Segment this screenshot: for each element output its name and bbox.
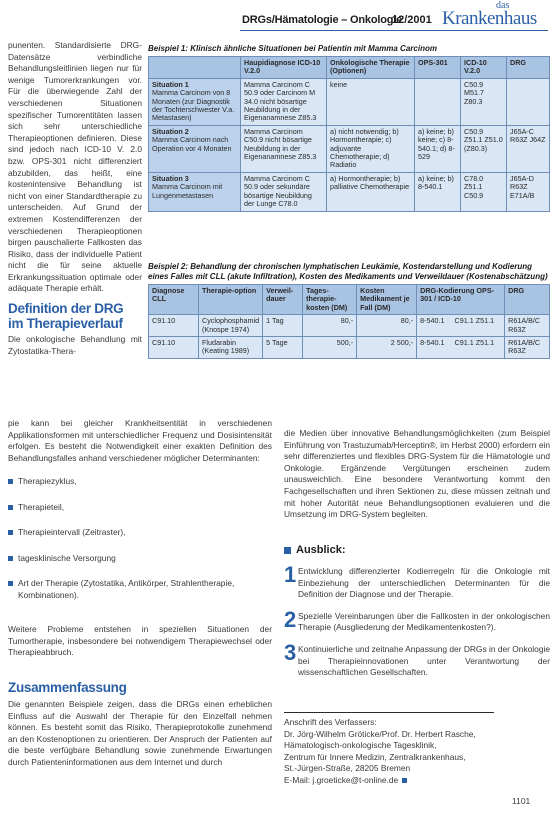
outlook-heading-text: Ausblick: <box>296 544 346 556</box>
table2-header-cell: Kosten Medikament je Fall (DM) <box>357 285 417 315</box>
table1-header-cell: ICD-10 V.2.0 <box>461 57 507 79</box>
outlook-heading <box>284 544 550 556</box>
logo-small: das <box>496 0 510 11</box>
logo-main: Krankenhaus <box>442 8 537 29</box>
table2-cell: R61A/B/C R63Z <box>505 337 550 359</box>
table1-header-cell: Onkologische Therapie (Optionen) <box>327 57 415 79</box>
page-number: 1101 <box>512 796 531 806</box>
situation-label: Situation 3 <box>152 173 189 183</box>
table-row <box>149 337 550 359</box>
running-title: DRGs/Hämatologie – Onkologie <box>242 14 403 26</box>
table1-situation-cell <box>149 78 241 125</box>
table2-cell: Cyclophosphamid (Knospe 1974) <box>199 315 263 337</box>
table1-situation-cell <box>149 125 241 172</box>
address-line: St.-Jürgen-Straße, 28205 Bremen <box>284 763 411 774</box>
table2-coding-cell <box>417 337 505 359</box>
square-bullet-icon <box>284 547 291 554</box>
table2-header-row <box>149 285 550 315</box>
table2-header-cell: Diagnose CLL <box>149 285 199 315</box>
outlook-item-number: 1 <box>284 562 297 587</box>
table1-cell: Mamma Carcinom C 50.9 oder Carcinom M 34.0 nicht bösartige Neubildung in der Eigenanamnese Z85.3 <box>241 78 327 125</box>
outlook-item <box>284 562 550 601</box>
table2-cell: 5 Tage <box>263 337 303 359</box>
outlook-item-text: Kontinuierliche und zeitnahe Anpassung der DRGs in der Onkologie bei Therapieinnovationen unter Verantwortung der wissenschaftlichen Gesellschaften. <box>298 643 550 678</box>
left-column-text: punenten. Standardisierte DRG-Datensätze verbindliche Behandlungsleitlinien liegen nur für wenige Tumorerkrankungen vor. Für die überwiegende Zahl der verschiedenen Situationen spezifischer Tumorentitäten lassen sich sehr unterschiedliche Therapieoptionen definieren. Diese sind jedoch nach ICD-10 V. 2.0 bzw. OPS-301 nicht differenziert abzubilden, das heißt, eine kostenintensive Behandlung ist nicht von einer Standardtherapie zu unterscheiden. Auf Grund der extremen Kostendifferenzen der verschiedenen Therapieoptionen birgen pauschalierte Fallkosten das Risiko, dass der individuelle Patient nicht die für seine aktuelle Erkrankungssituation optimale oder adäquate Therapie erhält. <box>8 40 142 294</box>
table1-header-row <box>149 57 550 79</box>
table2-cell: Fludarabin (Keating 1989) <box>199 337 263 359</box>
icd-code: C91.1 Z51.1 <box>454 338 495 348</box>
table2-cell: R61A/B/C R63Z <box>505 315 550 337</box>
left-column <box>8 40 142 357</box>
list-item <box>8 553 272 565</box>
list-item-text: tagesklinische Versorgung <box>18 552 116 563</box>
table1-cell: a) keine; b) 8-540.1 <box>415 172 461 211</box>
table-row <box>149 315 550 337</box>
table1-cell: Mamma Carcinom C50.9 nicht bösartige Neubildung in der Eigenanamnese Z85.3 <box>241 125 327 172</box>
table1-cell: C50.9 Z51.1 Z51.0 (Z80.3) <box>461 125 507 172</box>
table2-cell: C91.10 <box>149 337 199 359</box>
right-column-text: die Medien über innovative Behandlungsmöglichkeiten (zum Beispiel Einführung von Trastuzumab/Herceptin®, im Herbst 2000) erfordern ein sehr differenziertes und flexibles DRG-System für die Hämatologie und Onkologie. Ergänzende Vergütungen erscheinen zudem unausweichlich. Eine besondere Verantwortung kommt den Fachgesellschaften und ihren Sektionen zu, diese müssen zeitnah und mit hoher Autorität neue Behandlungsoptionen evaluieren und die Umsetzung im DRG-System begleiten. <box>284 428 550 520</box>
section-heading-summary: Zusammenfassung <box>8 680 127 695</box>
author-email-link[interactable]: E-Mail: j.groeticke@t-online.de <box>284 774 399 785</box>
table-row <box>149 125 550 172</box>
table1-cell: C50.9 M51.7 Z80.3 <box>461 78 507 125</box>
bullet-icon <box>8 505 13 510</box>
outlook-item <box>284 639 550 679</box>
journal-logo <box>436 0 552 32</box>
icd-code: C91.1 Z51.1 <box>454 316 495 326</box>
table2-caption: Beispiel 2: Behandlung der chronischen lymphatischen Leukämie, Kostendarstellung und Kodierung eines Falles mit CLL (akute Infiltration), Kosten des Medikaments und Verweildauer (Kostenabschätzung) <box>148 262 548 281</box>
bullet-icon <box>8 581 13 586</box>
determinants-list <box>8 476 272 616</box>
table2-cell: 80,- <box>357 315 417 337</box>
definition-paragraph: pie kann bei gleicher Krankheitsentität in verschiedenen Applikationsformen mit unterschiedlicher Frequenz und Dosisintensität erfolgen. Es besteht die Notwendigkeit einer exakten Definition des Behandlungsfalles anhand verschiedener möglicher Determinanten: <box>8 418 272 463</box>
header-rule <box>240 30 548 31</box>
address-line: Hämatologisch-onkologische Tagesklinik, <box>284 740 437 751</box>
ops-code: 8-540.1 <box>420 316 445 326</box>
table2 <box>148 284 550 359</box>
section-heading-definition <box>8 301 142 331</box>
heading-line-1: Definition der DRG <box>8 301 124 317</box>
table2-cell: 2 500,- <box>357 337 417 359</box>
table1-situation-cell <box>149 172 241 211</box>
page-header <box>0 0 556 34</box>
address-line: Dr. Jörg-Wilhelm Gröticke/Prof. Dr. Herbert Rasche, <box>284 728 476 739</box>
further-problems-paragraph: Weitere Probleme entstehen in speziellen Situationen der Tumortherapie, insbesondere bei notwendigem Therapiewechsel oder Therapieabbruch. <box>8 624 272 658</box>
table1 <box>148 56 550 212</box>
list-item <box>8 502 272 514</box>
table2-header-cell: DRG-Kodierung OPS-301 / ICD-10 <box>417 285 505 315</box>
table2-cell: 1 Tag <box>263 315 303 337</box>
table-row <box>149 172 550 211</box>
table1-header-cell: OPS-301 <box>415 57 461 79</box>
outlook-item-number: 3 <box>284 639 297 665</box>
table1-caption: Beispiel 1: Klinisch ähnliche Situationen bei Patientin mit Mamma Carcinom <box>148 44 437 53</box>
list-item-text: Therapiezyklus, <box>18 476 77 486</box>
bullet-icon <box>8 479 13 484</box>
list-item <box>8 578 272 601</box>
table1-cell: a) Hormontherapie; b) palliative Chemotherapie <box>327 172 415 211</box>
definition-intro: Die onkologische Behandlung mit Zytostatika-Thera- <box>8 334 142 356</box>
table1-header-cell <box>149 57 241 79</box>
address-email-line <box>284 775 550 787</box>
table2-header-cell: Verweil-dauer <box>263 285 303 315</box>
table1-header-cell: DRG <box>507 57 550 79</box>
list-item-text: Art der Therapie (Zytostatika, Antikörper, Strahlentherapie, Kombinationen). <box>18 578 235 600</box>
heading-line-2: im Therapieverlauf <box>8 316 123 332</box>
table1-header-cell: Haupidiagnose ICD-10 V.2.0 <box>241 57 327 79</box>
outlook-item-text: Entwicklung differenzierter Kodierregeln für die Onkologie mit Einbeziehung der unterschiedlichen Determinanten für die Definition der Diagnose und der Therapie. <box>298 566 550 600</box>
table2-coding-cell <box>417 315 505 337</box>
table2-header-cell: Therapie-option <box>199 285 263 315</box>
table1-cell: C78.0 Z51.1 C50.9 <box>461 172 507 211</box>
list-item <box>8 527 272 539</box>
situation-label: Situation 2 <box>152 126 189 136</box>
issue-date: 12/2001 <box>392 14 432 26</box>
table1-cell: J65A-C R63Z J64Z <box>507 125 550 172</box>
situation-label: Situation 1 <box>152 79 189 89</box>
table1-cell: Mamma Carcinom C 50.9 oder sekundäre bösartige Neubildung der Lunge C78.0 <box>241 172 327 211</box>
table2-cell: 80,- <box>303 315 357 337</box>
ops-code: 8-540.1 <box>420 338 445 348</box>
table1-cell: a) keine; b) keine; c) 8-540.1; d) 8-529 <box>415 125 461 172</box>
bullet-icon <box>8 556 13 561</box>
table1-cell <box>507 78 550 125</box>
end-mark-icon <box>402 778 407 783</box>
situation-desc: Mamma Carcinom mit Lungenmetastasen <box>152 182 223 200</box>
bullet-icon <box>8 530 13 535</box>
table1-cell: a) nicht notwendig; b) Hormontherapie; c) adjuvante Chemotherapie; d) Radiatio <box>327 125 415 172</box>
table2-cell: 500,- <box>303 337 357 359</box>
list-item-text: Therapieintervall (Zeitraster), <box>18 527 126 538</box>
table1-cell: J65A-D R63Z E71A/B <box>507 172 550 211</box>
table2-header-cell: DRG <box>505 285 550 315</box>
table1-cell <box>415 78 461 125</box>
table1-cell: keine <box>327 78 415 125</box>
table2-cell: C91.10 <box>149 315 199 337</box>
table2-header-cell: Tages-therapie-kosten (DM) <box>303 285 357 315</box>
situation-desc: Mamma Carcinom von 8 Monaten (zur Diagnostik der Tochterschwester V.a. Metastasen) <box>152 88 235 123</box>
address-rule <box>284 712 494 713</box>
table-row <box>149 78 550 125</box>
address-line: Anschrift des Verfassers: <box>284 717 377 727</box>
outlook-section <box>284 544 550 679</box>
situation-desc: Mamma Carcinom nach Operation vor 4 Monaten <box>152 135 232 153</box>
summary-text: Die genannten Beispiele zeigen, dass die DRGs einen erheblichen Einfluss auf die Auswahl der Therapie für den Einzelfall nehmen können. Es besteht somit das Risiko, Therapieprotokolle zunehmend an den Kostenoptionen zu orientieren. Der Anspruch der Patienten auf die beste verfügbare Behandlung sowie zunehmende Erwartungen durch Patienteninformationen aus dem Internet und durch <box>8 699 272 767</box>
author-address <box>284 712 550 787</box>
address-line: Zentrum für Innere Medizin, Zentralkrankenhaus, <box>284 751 466 762</box>
list-item <box>8 476 272 488</box>
outlook-item-number: 2 <box>284 606 297 632</box>
summary-section <box>8 680 272 769</box>
list-item-text: Therapieteil, <box>18 501 65 512</box>
outlook-item <box>284 606 550 634</box>
outlook-item-text: Spezielle Vereinbarungen über die Fallkosten in der onkologischen Therapie (Ausgliederung der Medikamentenkosten?). <box>298 610 550 633</box>
